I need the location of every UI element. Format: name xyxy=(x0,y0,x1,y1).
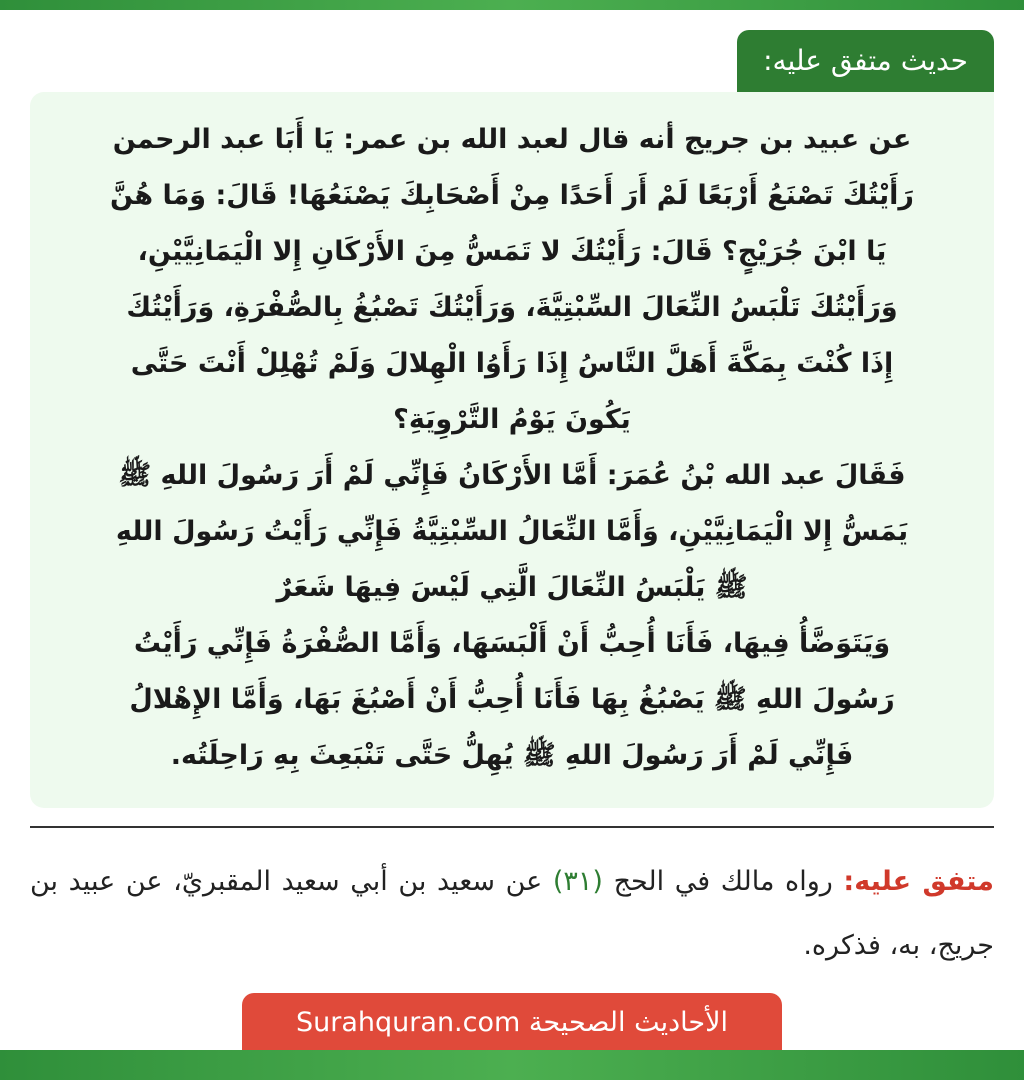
hadith-line: إِذَا كُنْتَ بِمَكَّةَ أَهَلَّ النَّاسُ إِذَا رَأَوُا الْهِلالَ وَلَمْ تُهْلِلْ أَنْتَ حَتَّى xyxy=(130,348,894,379)
source-citation xyxy=(30,850,994,978)
hadith-line: عن عبيد بن جريج أنه قال لعبد الله بن عمر: يَا أَبَا عبد الرحمن xyxy=(112,124,912,155)
hadith-line: يَكُونَ يَوْمُ التَّرْوِيَةِ؟ xyxy=(393,404,631,435)
hadith-line: رَأَيْتُكَ تَصْنَعُ أَرْبَعًا لَمْ أَرَ أَحَدًا مِنْ أَصْحَابِكَ يَصْنَعُهَا! قَالَ: وَمَا هُنَّ xyxy=(110,180,914,211)
hadith-line: رَسُولَ اللهِ ﷺ يَصْبُغُ بِهَا فَأَنَا أُحِبُّ أَنْ أَصْبُغَ بَهَا، وَأَمَّا الإِهْلالُ xyxy=(129,684,895,715)
bottom-decorative-bar xyxy=(0,1050,1024,1080)
hadith-text-box xyxy=(30,92,994,808)
top-decorative-bar xyxy=(0,0,1024,10)
hadith-line: يَمَسُّ إِلا الْيَمَانِيَّيْنِ، وَأَمَّا النِّعَالُ السِّبْتِيَّةُ فَإِنِّي رَأَيْتُ رَسُولَ اللهِ xyxy=(115,516,909,547)
hadith-line: وَرَأَيْتُكَ تَلْبَسُ النِّعَالَ السِّبْتِيَّةَ، وَرَأَيْتُكَ تَصْبُغُ بِالصُّفْرَةِ، وَرَأَيْتُكَ xyxy=(126,292,898,323)
hadith-line: فَقَالَ عبد الله بْنُ عُمَرَ: أَمَّا الأَرْكَانُ فَإِنِّي لَمْ أَرَ رَسُولَ اللهِ ﷺ xyxy=(118,460,906,491)
footer-site-badge[interactable]: الأحاديث الصحيحة Surahquran.com xyxy=(242,993,782,1053)
source-text-before: رواه مالك في الحج xyxy=(602,866,844,897)
source-label: متفق عليه: xyxy=(843,866,994,897)
hadith-line: يَا ابْنَ جُرَيْجٍ؟ قَالَ: رَأَيْتُكَ لا تَمَسُّ مِنَ الأَرْكَانِ إِلا الْيَمَانِيَّيْنِ، xyxy=(137,236,887,267)
page-title: حديث متفق عليه: xyxy=(737,30,994,92)
hadith-line: فَإِنِّي لَمْ أَرَ رَسُولَ اللهِ ﷺ يُهِلُّ حَتَّى تَنْبَعِثَ بِهِ رَاحِلَتُه. xyxy=(170,740,854,771)
hadith-line: ﷺ يَلْبَسُ النِّعَالَ الَّتِي لَيْسَ فِيهَا شَعَرٌ xyxy=(276,572,748,603)
hadith-line: وَيَتَوَضَّأُ فِيهَا، فَأَنَا أُحِبُّ أَنْ أَلْبَسَهَا، وَأَمَّا الصُّفْرَةُ فَإِنِّي رَأَيْتُ xyxy=(133,628,891,659)
divider xyxy=(30,826,994,828)
source-number: (٣١) xyxy=(552,866,603,897)
source-text-after: عن سعيد بن أبي سعيد المقبريّ، عن عبيد بن جريج، به، فذكره. xyxy=(30,866,994,961)
